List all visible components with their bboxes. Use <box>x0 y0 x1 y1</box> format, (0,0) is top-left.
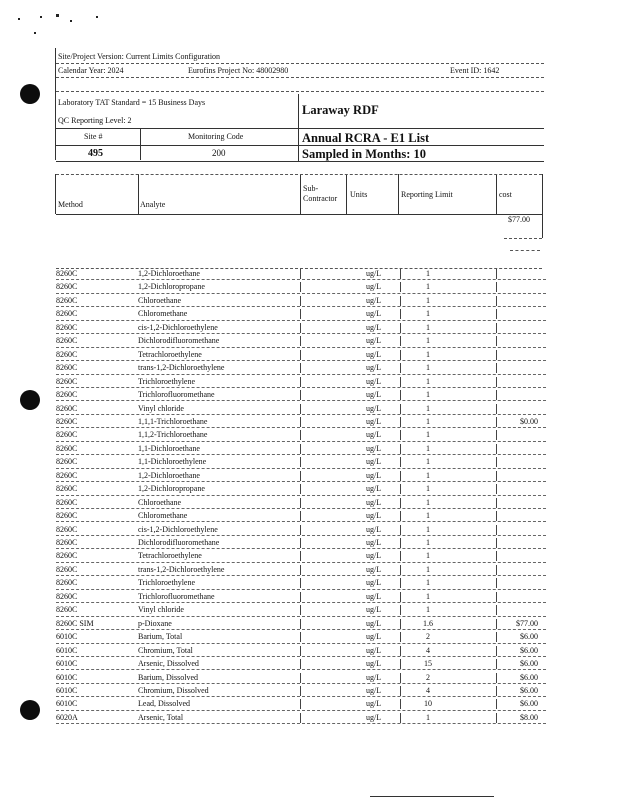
reporting-limit-cell: 1 <box>426 430 430 440</box>
method-cell: 8260C SIM <box>56 618 94 628</box>
reporting-limit-cell: 1 <box>426 605 430 615</box>
table-row <box>56 389 546 402</box>
column-method: Method <box>58 200 83 209</box>
header-cost-total: $77.00 <box>508 215 530 224</box>
analyte-cell: Lead, Dissolved <box>138 699 190 709</box>
method-cell: 8260C <box>56 605 78 615</box>
table-row <box>56 308 546 321</box>
reporting-limit-cell: 2 <box>426 672 430 682</box>
analyte-cell: trans-1,2-Dichloroethylene <box>138 363 225 373</box>
qc-reporting-level: QC Reporting Level: 2 <box>58 116 132 125</box>
units-cell: ug/L <box>366 403 382 413</box>
table-row <box>56 483 546 496</box>
reporting-limit-cell: 15 <box>424 659 432 669</box>
reporting-limit-cell: 1 <box>426 322 430 332</box>
analyte-cell: trans-1,2-Dichloroethylene <box>138 564 225 574</box>
analyte-cell: Vinyl chloride <box>138 403 184 413</box>
method-cell: 8260C <box>56 564 78 574</box>
units-cell: ug/L <box>366 390 382 400</box>
method-cell: 6010C <box>56 645 78 655</box>
sampled-months: Sampled in Months: 10 <box>302 147 426 161</box>
units-cell: ug/L <box>366 605 382 615</box>
units-cell: ug/L <box>366 269 382 278</box>
table-row <box>56 685 546 698</box>
units-cell: ug/L <box>366 295 382 305</box>
laboratory-tat: Laboratory TAT Standard = 15 Business Days <box>58 98 206 107</box>
analyte-cell: Chloromethane <box>138 309 188 319</box>
analyte-cell: Tetrachloroethylene <box>138 349 202 359</box>
method-cell: 8260C <box>56 524 78 534</box>
reporting-limit-cell: 1 <box>426 390 430 400</box>
units-cell: ug/L <box>366 524 382 534</box>
units-cell: ug/L <box>366 336 382 346</box>
units-cell: ug/L <box>366 551 382 561</box>
method-cell: 8260C <box>56 349 78 359</box>
table-row <box>56 604 546 617</box>
analyte-cell: Chloroethane <box>138 497 182 507</box>
method-cell: 8260C <box>56 538 78 547</box>
table-row <box>56 510 546 523</box>
column-analyte: Analyte <box>140 200 166 209</box>
method-cell: 8260C <box>56 322 78 332</box>
units-cell: ug/L <box>366 591 382 601</box>
monitoring-code-label: Monitoring Code <box>188 132 244 141</box>
reporting-limit-cell: 1 <box>426 564 430 574</box>
table-row <box>56 631 546 644</box>
site-number-label: Site # <box>84 132 103 141</box>
analyte-cell: Trichloroethylene <box>138 376 196 386</box>
reporting-limit-cell: 1 <box>426 376 430 386</box>
units-cell: ug/L <box>366 430 382 440</box>
table-row <box>56 537 546 550</box>
units-cell: ug/L <box>366 282 382 292</box>
eurofins-project-number: Eurofins Project No: 48002980 <box>188 66 289 75</box>
method-cell: 6010C <box>56 699 78 709</box>
cost-cell: $77.00 <box>516 618 538 628</box>
units-cell: ug/L <box>366 712 382 722</box>
punch-hole-middle <box>20 390 40 410</box>
units-cell: ug/L <box>366 685 382 695</box>
reporting-limit-cell: 1 <box>426 416 430 426</box>
table-row <box>56 322 546 335</box>
method-cell: 8260C <box>56 484 78 494</box>
units-cell: ug/L <box>366 564 382 574</box>
units-cell: ug/L <box>366 672 382 682</box>
analyte-cell: cis-1,2-Dichloroethylene <box>138 524 218 534</box>
analyte-cell: Chromium, Dissolved <box>138 685 209 695</box>
units-cell: ug/L <box>366 443 382 453</box>
units-cell: ug/L <box>366 322 382 332</box>
units-cell: ug/L <box>366 538 382 547</box>
scan-speck <box>18 18 20 20</box>
reporting-limit-cell: 1 <box>426 470 430 480</box>
analyte-cell: Tetrachloroethylene <box>138 551 202 561</box>
analyte-cell: p-Dioxane <box>138 618 172 628</box>
reporting-limit-cell: 1 <box>426 282 430 292</box>
reporting-limit-cell: 1 <box>426 712 430 722</box>
analyte-cell: Arsenic, Total <box>138 712 184 722</box>
units-cell: ug/L <box>366 363 382 373</box>
analyte-cell: 1,1,2-Trichloroethane <box>138 430 208 440</box>
method-cell: 8260C <box>56 295 78 305</box>
reporting-limit-cell: 1 <box>426 349 430 359</box>
table-row <box>56 591 546 604</box>
table-row <box>56 295 546 308</box>
analyte-cell: Trichlorofluoromethane <box>138 390 215 400</box>
analyte-cell: Trichloroethylene <box>138 578 196 588</box>
reporting-limit-cell: 1 <box>426 484 430 494</box>
reporting-limit-cell: 1 <box>426 403 430 413</box>
event-id: Event ID: 1642 <box>450 66 500 75</box>
reporting-limit-cell: 2 <box>426 632 430 642</box>
units-cell: ug/L <box>366 632 382 642</box>
method-cell: 6010C <box>56 659 78 669</box>
analyte-cell: Dichlorodifluoromethane <box>138 336 220 346</box>
reporting-limit-cell: 1 <box>426 457 430 467</box>
facility-name: Laraway RDF <box>302 103 379 117</box>
punch-hole-top <box>20 84 40 104</box>
method-cell: 8260C <box>56 390 78 400</box>
units-cell: ug/L <box>366 618 382 628</box>
column-reporting-limit: Reporting Limit <box>401 190 453 199</box>
signature-line <box>370 796 494 797</box>
reporting-limit-cell: 1 <box>426 443 430 453</box>
table-row <box>56 403 546 416</box>
site-project-version: Site/Project Version: Current Limits Configuration <box>58 52 221 61</box>
calendar-year: Calendar Year: 2024 <box>58 66 124 75</box>
reporting-limit-cell: 1 <box>426 309 430 319</box>
units-cell: ug/L <box>366 457 382 467</box>
table-row <box>56 349 546 362</box>
table-row <box>56 335 546 348</box>
method-cell: 8260C <box>56 457 78 467</box>
analyte-cell: 1,1-Dichloroethylene <box>138 457 207 467</box>
table-row <box>56 577 546 590</box>
analyte-cell: Chloromethane <box>138 511 188 521</box>
method-cell: 8260C <box>56 282 78 292</box>
units-cell: ug/L <box>366 484 382 494</box>
table-row <box>56 470 546 483</box>
table-row <box>56 362 546 375</box>
table-row <box>56 281 546 294</box>
method-cell: 8260C <box>56 269 78 278</box>
units-cell: ug/L <box>366 309 382 319</box>
analyte-cell: 1,1-Dichloroethane <box>138 443 200 453</box>
analyte-cell: 1,2-Dichloropropane <box>138 484 205 494</box>
method-cell: 8260C <box>56 430 78 440</box>
method-cell: 8260C <box>56 591 78 601</box>
table-row <box>56 429 546 442</box>
reporting-limit-cell: 4 <box>426 645 430 655</box>
method-cell: 8260C <box>56 416 78 426</box>
analyte-cell: Dichlorodifluoromethane <box>138 538 220 547</box>
units-cell: ug/L <box>366 416 382 426</box>
reporting-limit-cell: 1 <box>426 295 430 305</box>
cost-cell: $8.00 <box>520 712 538 722</box>
method-cell: 8260C <box>56 511 78 521</box>
units-cell: ug/L <box>366 511 382 521</box>
method-cell: 8260C <box>56 578 78 588</box>
punch-hole-bottom <box>20 700 40 720</box>
reporting-limit-cell: 1 <box>426 336 430 346</box>
analyte-cell: 1,1,1-Trichloroethane <box>138 416 208 426</box>
reporting-limit-cell: 1 <box>426 551 430 561</box>
reporting-limit-cell: 1 <box>426 524 430 534</box>
cost-cell: $6.00 <box>520 659 538 669</box>
units-cell: ug/L <box>366 699 382 709</box>
reporting-limit-cell: 1.6 <box>423 618 433 628</box>
method-cell: 8260C <box>56 443 78 453</box>
analyte-cell: Chloroethane <box>138 295 182 305</box>
analyte-cell: Vinyl chloride <box>138 605 184 615</box>
units-cell: ug/L <box>366 349 382 359</box>
table-row <box>56 268 546 281</box>
cost-cell: $6.00 <box>520 632 538 642</box>
units-cell: ug/L <box>366 470 382 480</box>
column-sub-contractor: Sub-Contractor <box>303 184 338 203</box>
list-title: Annual RCRA - E1 List <box>302 131 430 145</box>
table-row <box>56 376 546 389</box>
method-cell: 6010C <box>56 632 78 642</box>
reporting-limit-cell: 10 <box>424 699 432 709</box>
reporting-limit-cell: 4 <box>426 685 430 695</box>
analyte-cell: 1,2-Dichloroethane <box>138 269 200 278</box>
table-row <box>56 564 546 577</box>
table-row <box>56 645 546 658</box>
reporting-limit-cell: 1 <box>426 511 430 521</box>
table-row <box>56 672 546 685</box>
table-row <box>56 698 546 711</box>
scan-speck <box>34 32 36 34</box>
cost-cell: $0.00 <box>520 416 538 426</box>
table-row <box>56 618 546 631</box>
table-row <box>56 524 546 537</box>
method-cell: 6010C <box>56 672 78 682</box>
analyte-cell: Barium, Dissolved <box>138 672 198 682</box>
column-units: Units <box>350 190 368 199</box>
units-cell: ug/L <box>366 497 382 507</box>
analyte-cell: Arsenic, Dissolved <box>138 659 199 669</box>
scan-speck <box>56 14 59 17</box>
analyte-cell: Barium, Total <box>138 632 183 642</box>
method-cell: 6020A <box>56 712 78 722</box>
monitoring-code-value: 200 <box>212 148 226 158</box>
method-cell: 8260C <box>56 551 78 561</box>
method-cell: 8260C <box>56 336 78 346</box>
method-cell: 6010C <box>56 685 78 695</box>
scan-speck <box>96 16 98 18</box>
method-cell: 8260C <box>56 376 78 386</box>
table-row <box>56 497 546 510</box>
column-cost: cost <box>499 190 512 199</box>
table-row <box>56 416 546 429</box>
table-row <box>56 443 546 456</box>
analyte-cell: Chromium, Total <box>138 645 193 655</box>
table-row <box>56 712 546 725</box>
method-cell: 8260C <box>56 309 78 319</box>
method-cell: 8260C <box>56 470 78 480</box>
scan-speck <box>70 20 72 22</box>
reporting-limit-cell: 1 <box>426 363 430 373</box>
table-row <box>56 658 546 671</box>
site-number-value: 495 <box>88 148 103 159</box>
reporting-limit-cell: 1 <box>426 269 430 278</box>
reporting-limit-cell: 1 <box>426 578 430 588</box>
analyte-cell: 1,2-Dichloroethane <box>138 470 200 480</box>
units-cell: ug/L <box>366 578 382 588</box>
cost-cell: $6.00 <box>520 685 538 695</box>
reporting-limit-cell: 1 <box>426 591 430 601</box>
table-row <box>56 550 546 563</box>
cost-cell: $6.00 <box>520 645 538 655</box>
table-row <box>56 456 546 469</box>
units-cell: ug/L <box>366 376 382 386</box>
units-cell: ug/L <box>366 659 382 669</box>
units-cell: ug/L <box>366 645 382 655</box>
analyte-cell: 1,2-Dichloropropane <box>138 282 205 292</box>
analyte-cell: cis-1,2-Dichloroethylene <box>138 322 218 332</box>
reporting-limit-cell: 1 <box>426 497 430 507</box>
method-cell: 8260C <box>56 403 78 413</box>
reporting-limit-cell: 1 <box>426 538 430 547</box>
cost-cell: $6.00 <box>520 672 538 682</box>
cost-cell: $6.00 <box>520 699 538 709</box>
analyte-cell: Trichlorofluoromethane <box>138 591 215 601</box>
method-cell: 8260C <box>56 497 78 507</box>
method-cell: 8260C <box>56 363 78 373</box>
scan-speck <box>40 16 42 18</box>
